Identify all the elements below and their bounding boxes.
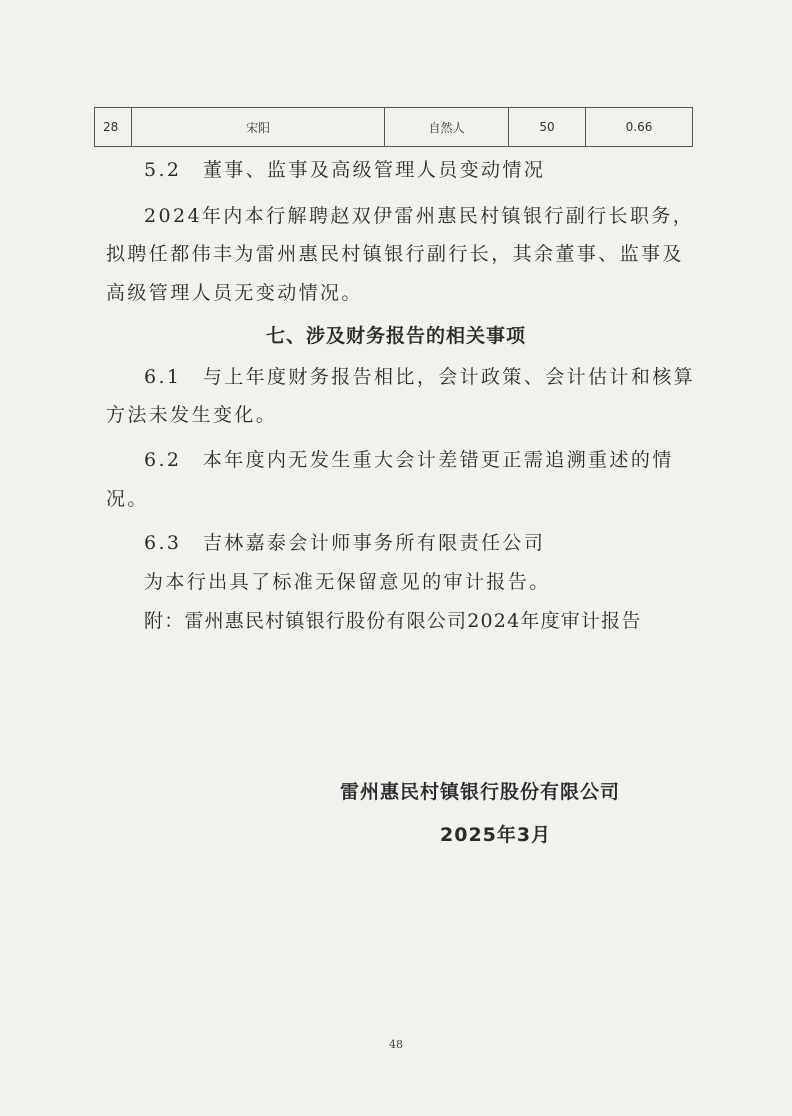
signature-date: 2025年3月 [440, 824, 552, 846]
section-title: 七、涉及财务报告的相关事项 [265, 325, 526, 347]
paragraph-line: 6.2 本年度内无发生重大会计差错更正需追溯重述的情 [144, 449, 674, 471]
heading-5-2: 5.2 董事、监事及高级管理人员变动情况 [144, 159, 546, 181]
paragraph-line: 6.3 吉林嘉泰会计师事务所有限责任公司 [144, 532, 546, 554]
paragraph-line: 6.1 与上年度财务报告相比，会计政策、会计估计和核算 [144, 366, 696, 388]
cell-type: 自然人 [385, 108, 509, 147]
table-row [95, 108, 693, 147]
cell-shares: 50 [509, 108, 586, 147]
shareholder-table [94, 107, 693, 147]
cell-name: 宋阳 [132, 108, 385, 147]
paragraph-line: 拟聘任都伟丰为雷州惠民村镇银行副行长，其余董事、监事及 [106, 243, 684, 265]
paragraph-line: 为本行出具了标准无保留意见的审计报告。 [144, 571, 551, 593]
attachment-line: 附：雷州惠民村镇银行股份有限公司2024年度审计报告 [144, 610, 642, 632]
paragraph-line: 高级管理人员无变动情况。 [106, 282, 363, 304]
paragraph-line: 2024年内本行解聘赵双伊雷州惠民村镇银行副行长职务， [144, 205, 695, 227]
page-number: 48 [389, 1038, 403, 1051]
paragraph-line: 方法未发生变化。 [106, 404, 278, 426]
paragraph-line: 况。 [106, 488, 149, 510]
signature-company: 雷州惠民村镇银行股份有限公司 [340, 781, 621, 803]
cell-number: 28 [95, 108, 132, 147]
cell-ratio: 0.66 [586, 108, 693, 147]
